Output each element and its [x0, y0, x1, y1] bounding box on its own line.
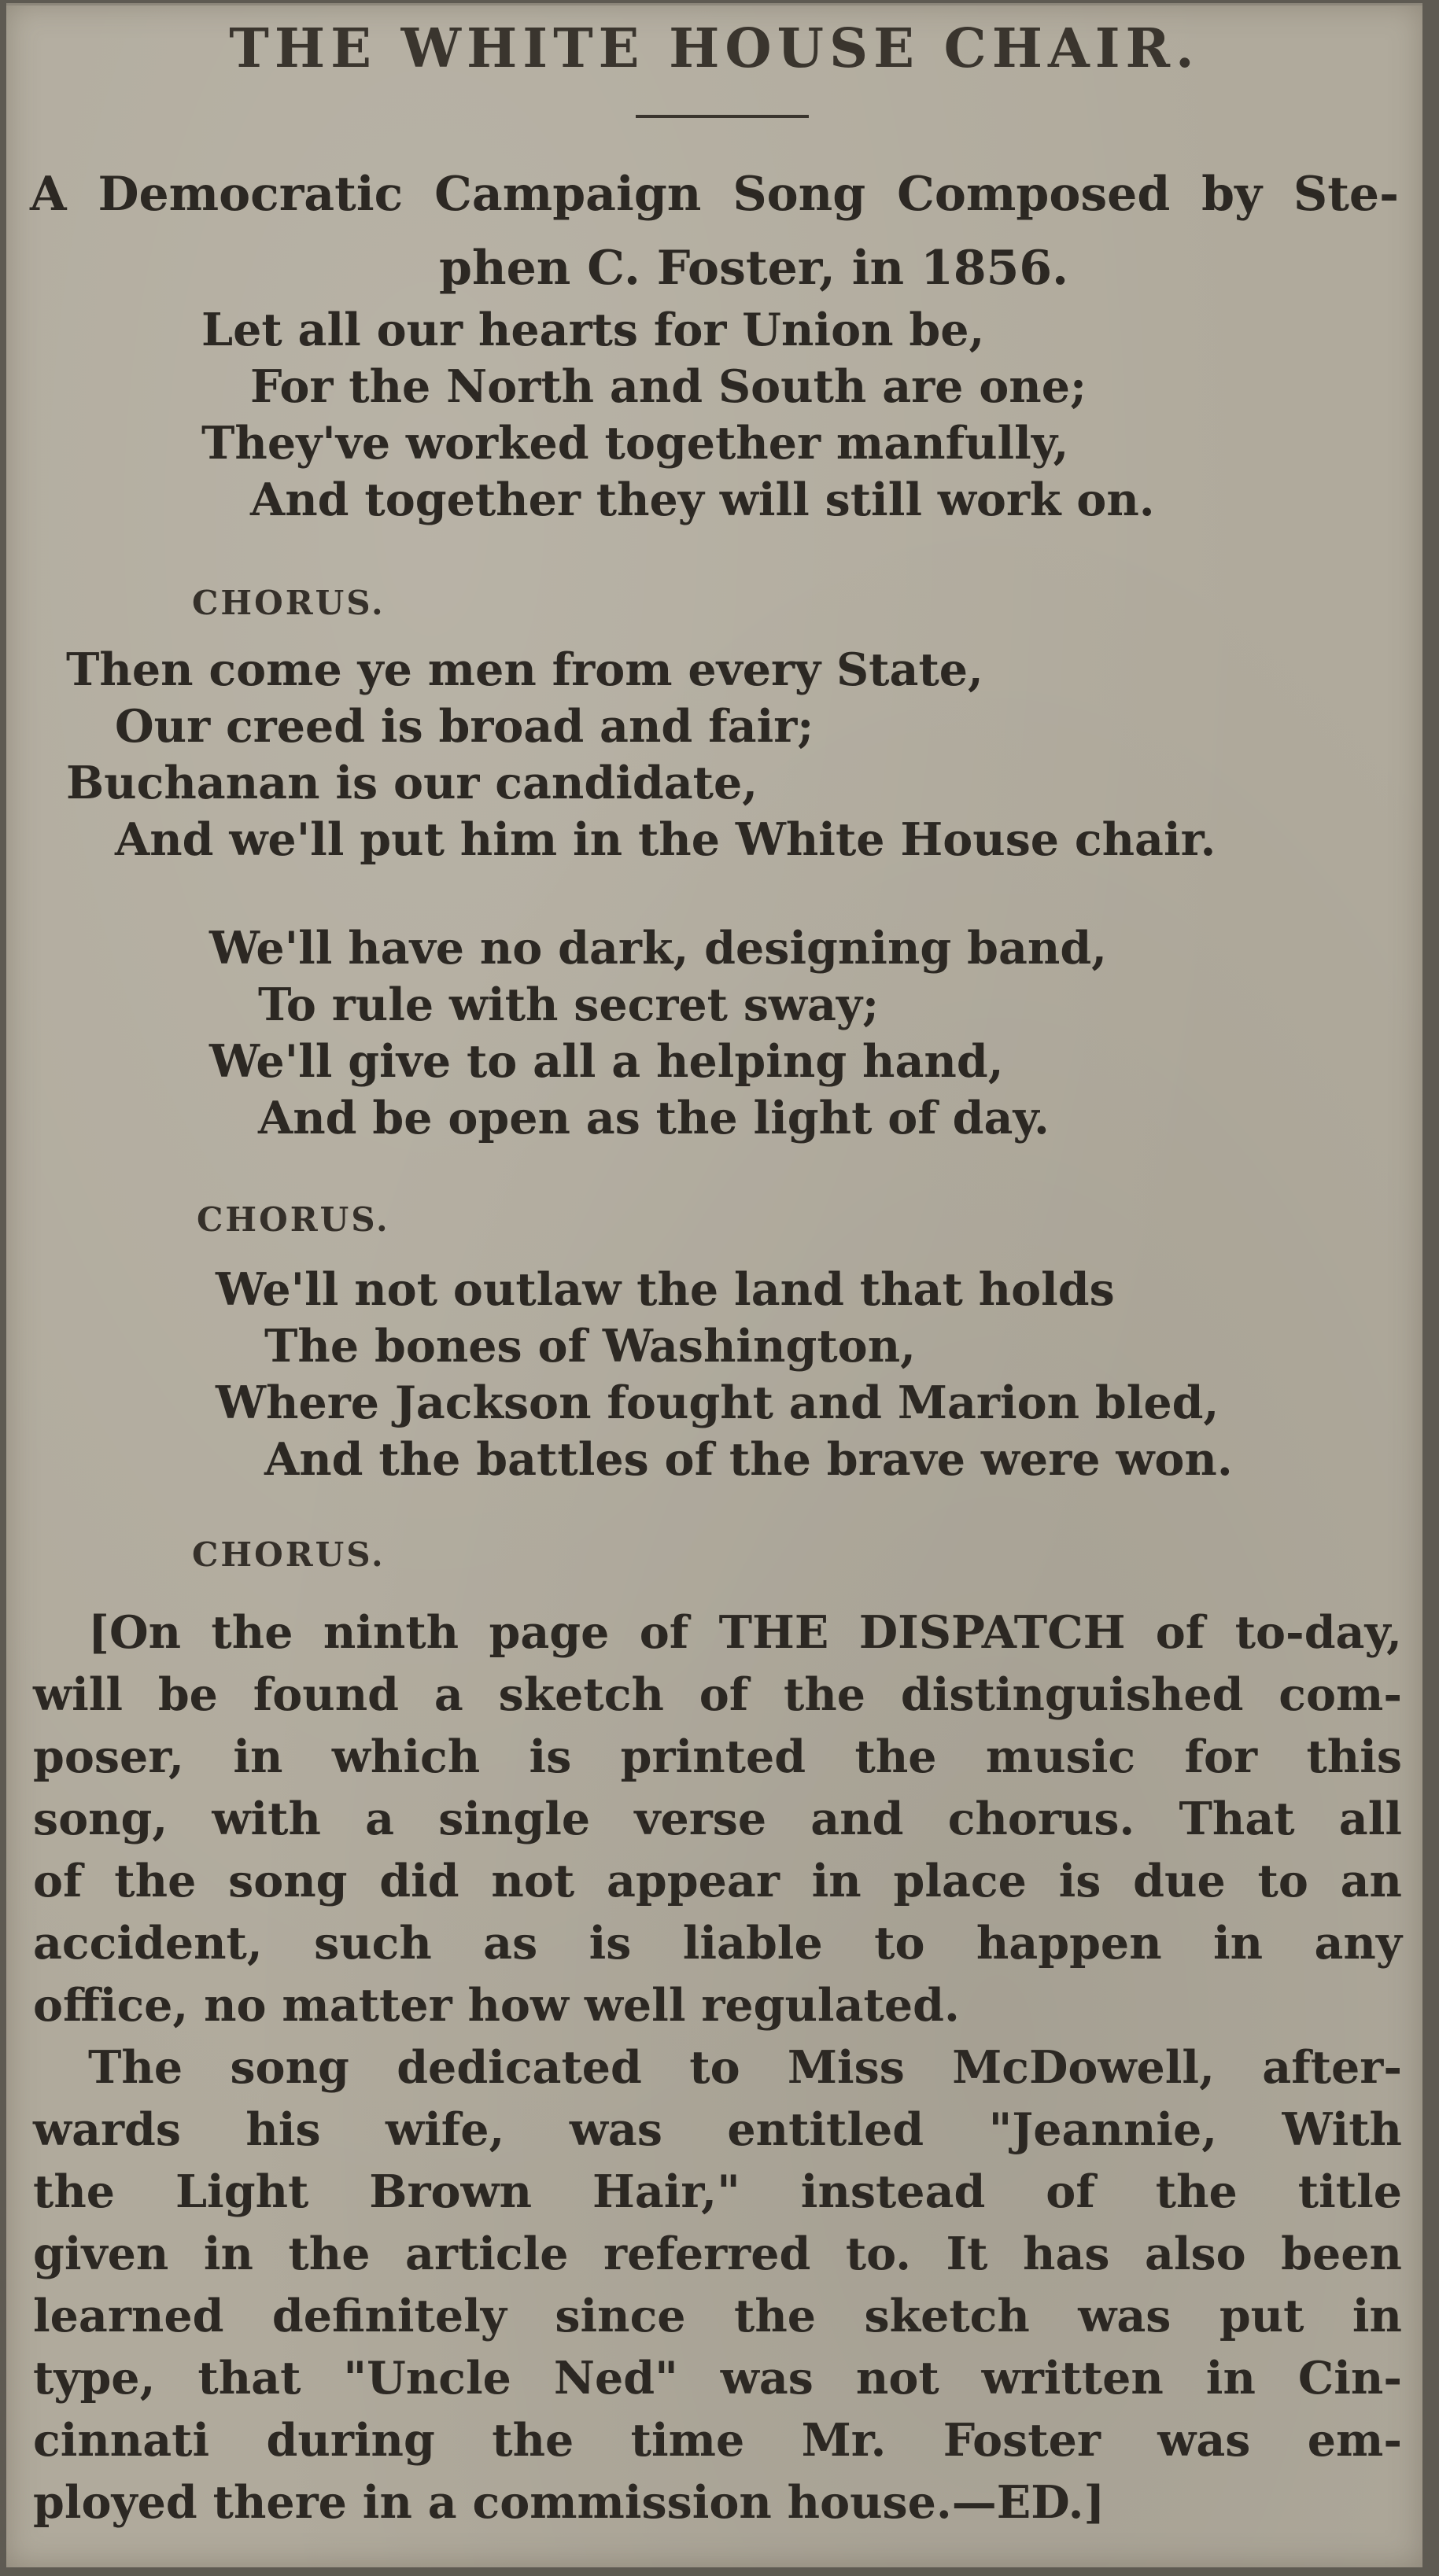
- chorus-line: And we'll put him in the White House chair.: [115, 813, 1216, 866]
- chorus: [66, 642, 1216, 868]
- top-border-rule: [6, 3, 1422, 6]
- verse-line: We'll not outlaw the land that holds: [216, 1263, 1115, 1316]
- chorus-label: CHORUS.: [192, 584, 386, 622]
- note-line: office, no matter how well regulated.: [33, 1979, 960, 2032]
- note-line: given in the article referred to. It has also been: [33, 2228, 1402, 2280]
- verse-line: Let all our hearts for Union be,: [201, 304, 985, 356]
- note-line: cinnati during the time Mr. Foster was em-: [33, 2414, 1402, 2467]
- verse-3: [216, 1262, 1233, 1488]
- verse-line: The bones of Washington,: [264, 1320, 916, 1373]
- note-line: of the song did not appear in place is due to an: [33, 1855, 1402, 1907]
- verse-line: They've worked together manfully,: [201, 417, 1069, 470]
- editor-note-paragraph-1: [33, 1601, 1402, 2036]
- note-line: will be found a sketch of the distinguished com-: [33, 1668, 1402, 1721]
- subheadline-line: A Democratic Campaign Song Composed by Ste-: [30, 167, 1399, 222]
- editor-note-paragraph-2: [33, 2036, 1402, 2534]
- note-line: the Light Brown Hair," instead of the title: [33, 2165, 1402, 2218]
- verse-line: And the battles of the brave were won.: [264, 1433, 1233, 1486]
- note-line: accident, such as is liable to happen in any: [33, 1917, 1402, 1970]
- note-line: poser, in which is printed the music for this: [33, 1730, 1402, 1783]
- verse-line: And be open as the light of day.: [258, 1092, 1050, 1144]
- verse-line: To rule with secret sway;: [258, 978, 880, 1031]
- subheadline-line: phen C. Foster, in 1856.: [439, 241, 1068, 296]
- verse-line: We'll give to all a helping hand,: [209, 1035, 1004, 1088]
- newspaper-clipping: [6, 3, 1422, 2567]
- headline: THE WHITE HOUSE CHAIR.: [229, 17, 1200, 80]
- note-line: song, with a single verse and chorus. That all: [33, 1793, 1402, 1845]
- note-line: learned definitely since the sketch was put in: [33, 2290, 1402, 2342]
- note-line: type, that "Uncle Ned" was not written in Cin-: [33, 2352, 1402, 2405]
- verse-line: We'll have no dark, designing band,: [209, 922, 1108, 975]
- chorus-line: Buchanan is our candidate,: [66, 757, 758, 809]
- note-line: ployed there in a commission house.—ED.]: [33, 2476, 1105, 2529]
- headline-divider: [636, 115, 809, 118]
- subheadline: [30, 157, 1399, 305]
- note-line: The song dedicated to Miss McDowell, after-: [88, 2041, 1402, 2094]
- note-line: wards his wife, was entitled "Jeannie, With: [33, 2103, 1402, 2156]
- chorus-label: CHORUS.: [192, 1535, 386, 1574]
- verse-line: And together they will still work on.: [250, 474, 1155, 526]
- note-line: [On the ninth page of THE DISPATCH of to-day,: [88, 1606, 1402, 1659]
- verse-line: For the North and South are one;: [250, 360, 1087, 413]
- verse-line: Where Jackson fought and Marion bled,: [216, 1376, 1219, 1429]
- verse-2: [209, 920, 1107, 1147]
- chorus-label: CHORUS.: [197, 1200, 390, 1239]
- chorus-line: Our creed is broad and fair;: [115, 700, 814, 753]
- verse-1: [201, 302, 1155, 529]
- chorus-line: Then come ye men from every State,: [66, 643, 983, 696]
